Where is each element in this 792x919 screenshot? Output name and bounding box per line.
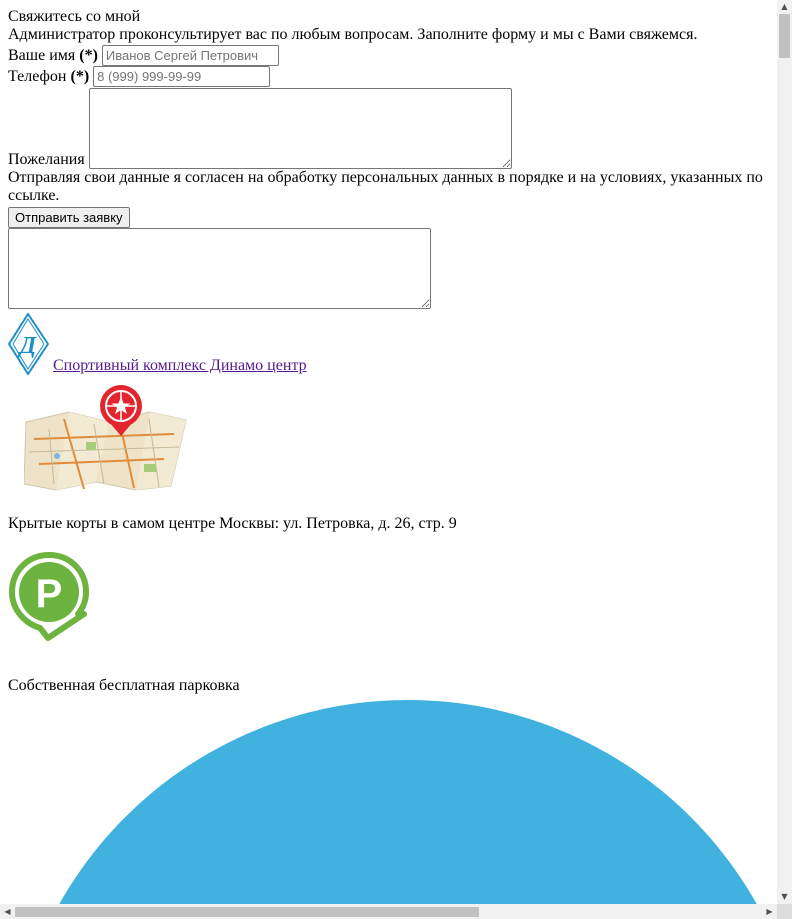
submit-row	[8, 207, 777, 228]
address-text: Крытые корты в самом центре Москвы: ул. Петровка, д. 26, стр. 9	[8, 515, 457, 532]
horizontal-scroll-thumb[interactable]	[15, 907, 479, 917]
form-title: Свяжитесь со мной	[8, 8, 141, 25]
name-label: Ваше имя	[8, 47, 76, 64]
scroll-left-icon[interactable]: ◀	[4, 907, 11, 916]
scroll-up-icon[interactable]: ▲	[781, 2, 788, 11]
wishes-textarea[interactable]	[89, 88, 512, 169]
club-link-text: Спортивный комплекс Динамо центр	[53, 357, 307, 374]
parking-text: Собственная бесплатная парковка	[8, 677, 240, 694]
parking-pin-icon	[8, 551, 92, 647]
submit-button[interactable]: Отправить заявку	[8, 207, 130, 228]
scrollbar-corner	[777, 904, 792, 919]
name-row	[8, 45, 777, 66]
form-intro: Администратор проконсультирует вас по любым вопросам. Заполните форму и мы с Вами свяжемся.	[8, 26, 698, 43]
feature-parking	[8, 551, 777, 647]
map-pin-icon	[24, 384, 189, 492]
svg-text:P: P	[35, 572, 63, 616]
name-input[interactable]	[102, 45, 279, 66]
extra-textarea-row	[8, 228, 777, 310]
wishes-row	[8, 87, 777, 169]
consent-text: Отправляя свои данные я согласен на обработку персональных данных в порядке и на условиях, указанных по ссылке.	[8, 169, 763, 204]
feature-address	[8, 384, 777, 494]
phone-row	[8, 66, 777, 87]
decorative-blue-circle	[8, 700, 777, 904]
name-required-mark: (*)	[79, 47, 98, 64]
content	[8, 8, 777, 695]
wishes-label: Пожелания	[8, 151, 85, 168]
phone-input[interactable]	[93, 66, 270, 87]
club-link-row	[8, 313, 777, 376]
extra-textarea[interactable]	[8, 228, 431, 309]
dinamo-logo-icon	[8, 313, 49, 375]
phone-required-mark: (*)	[70, 68, 90, 85]
vertical-scrollbar[interactable]	[777, 0, 792, 904]
phone-label: Телефон	[8, 68, 67, 85]
scroll-right-icon[interactable]: ▶	[766, 907, 773, 916]
club-link[interactable]	[8, 313, 307, 375]
horizontal-scrollbar[interactable]	[0, 904, 777, 919]
dinamo-logo-letter: Д	[19, 333, 37, 359]
vertical-scroll-thumb[interactable]	[779, 14, 790, 58]
scroll-down-icon[interactable]: ▼	[781, 892, 788, 901]
